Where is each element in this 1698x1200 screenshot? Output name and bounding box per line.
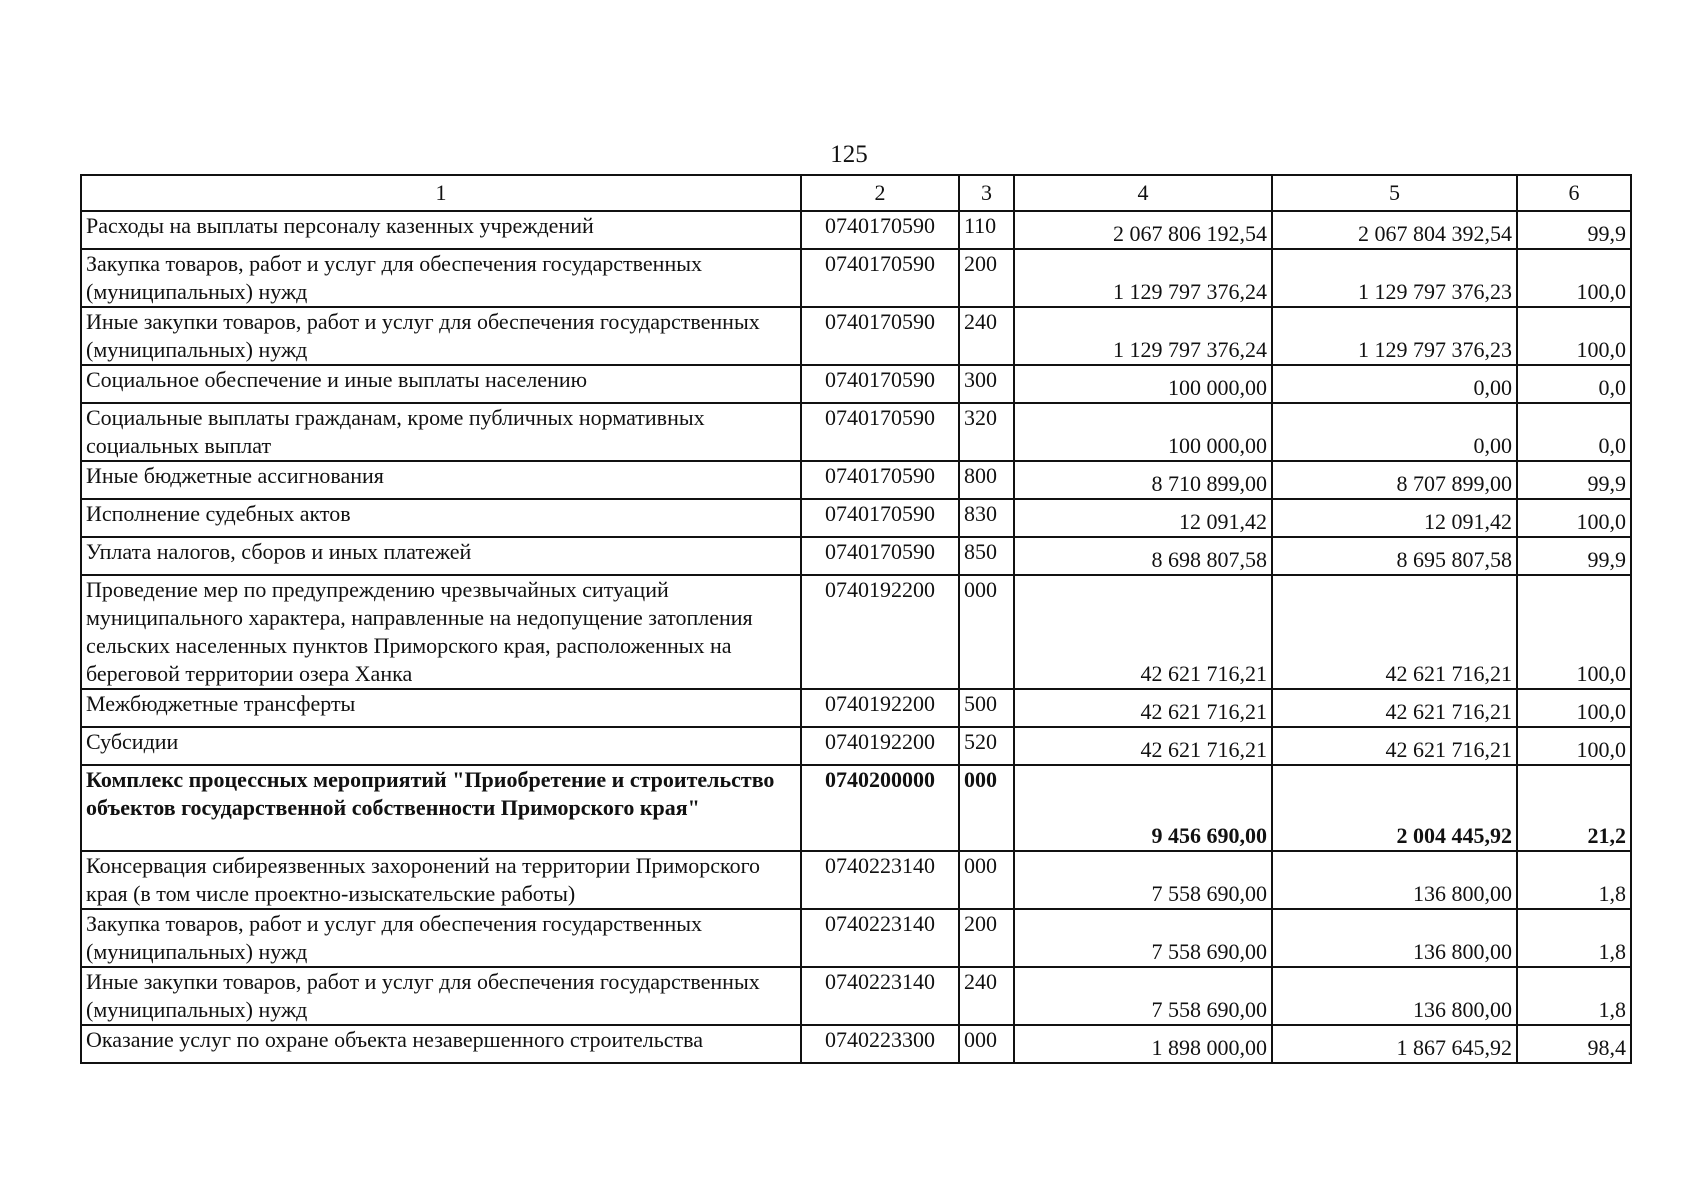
row-percent-cell: 100,0 [1517,727,1631,765]
header-cell: 3 [959,175,1014,211]
table-row [81,727,1631,765]
header-cell: 6 [1517,175,1631,211]
row-code-cell: 0740192200 [801,575,959,689]
row-plan-cell: 1 129 797 376,24 [1014,249,1272,307]
row-name-cell: Комплекс процессных мероприятий "Приобретение и строительство объектов государственной собственности Приморского края" [81,765,801,851]
row-percent-cell: 100,0 [1517,689,1631,727]
row-actual-cell: 1 867 645,92 [1272,1025,1517,1063]
row-plan-cell: 7 558 690,00 [1014,851,1272,909]
table-row [81,851,1631,909]
table-row [81,765,1631,851]
row-code-cell: 0740170590 [801,499,959,537]
row-code-cell: 0740170590 [801,461,959,499]
row-name-cell: Иные бюджетные ассигнования [81,461,801,499]
row-name-cell: Социальные выплаты гражданам, кроме публичных нормативных социальных выплат [81,403,801,461]
row-actual-cell: 8 695 807,58 [1272,537,1517,575]
row-code-cell: 0740223140 [801,909,959,967]
row-plan-cell: 2 067 806 192,54 [1014,211,1272,249]
row-percent-cell: 100,0 [1517,307,1631,365]
row-plan-cell: 8 698 807,58 [1014,537,1272,575]
row-code-cell: 0740170590 [801,211,959,249]
row-name-cell: Иные закупки товаров, работ и услуг для обеспечения государственных (муниципальных) нужд [81,307,801,365]
row-actual-cell: 2 067 804 392,54 [1272,211,1517,249]
row-type-cell: 110 [959,211,1014,249]
row-plan-cell: 7 558 690,00 [1014,967,1272,1025]
row-type-cell: 300 [959,365,1014,403]
row-name-cell: Исполнение судебных актов [81,499,801,537]
row-code-cell: 0740170590 [801,249,959,307]
row-percent-cell: 99,9 [1517,537,1631,575]
table-row [81,365,1631,403]
row-name-cell: Иные закупки товаров, работ и услуг для обеспечения государственных (муниципальных) нужд [81,967,801,1025]
row-percent-cell: 21,2 [1517,765,1631,851]
row-name-cell: Расходы на выплаты персоналу казенных учреждений [81,211,801,249]
row-plan-cell: 100 000,00 [1014,403,1272,461]
row-plan-cell: 1 129 797 376,24 [1014,307,1272,365]
row-type-cell: 200 [959,909,1014,967]
row-name-cell: Оказание услуг по охране объекта незавершенного строительства [81,1025,801,1063]
row-percent-cell: 1,8 [1517,851,1631,909]
header-cell: 5 [1272,175,1517,211]
table-row [81,909,1631,967]
row-name-cell: Субсидии [81,727,801,765]
row-actual-cell: 1 129 797 376,23 [1272,307,1517,365]
header-cell: 4 [1014,175,1272,211]
row-code-cell: 0740223300 [801,1025,959,1063]
header-cell: 1 [81,175,801,211]
row-percent-cell: 98,4 [1517,1025,1631,1063]
row-type-cell: 200 [959,249,1014,307]
row-code-cell: 0740170590 [801,403,959,461]
row-type-cell: 850 [959,537,1014,575]
table-row [81,211,1631,249]
header-cell: 2 [801,175,959,211]
row-name-cell: Межбюджетные трансферты [81,689,801,727]
row-name-cell: Проведение мер по предупреждению чрезвычайных ситуаций муниципального характера, направленные на недопущение затопления сельских населенных пунктов Приморского края, расположенных на береговой территории озера Ханка [81,575,801,689]
row-plan-cell: 12 091,42 [1014,499,1272,537]
row-type-cell: 520 [959,727,1014,765]
row-plan-cell: 8 710 899,00 [1014,461,1272,499]
row-plan-cell: 100 000,00 [1014,365,1272,403]
row-plan-cell: 42 621 716,21 [1014,727,1272,765]
row-type-cell: 240 [959,967,1014,1025]
row-code-cell: 0740192200 [801,689,959,727]
row-type-cell: 000 [959,765,1014,851]
row-code-cell: 0740192200 [801,727,959,765]
table-row [81,537,1631,575]
table-row [81,307,1631,365]
table-row [81,499,1631,537]
row-actual-cell: 2 004 445,92 [1272,765,1517,851]
row-percent-cell: 100,0 [1517,575,1631,689]
row-code-cell: 0740170590 [801,365,959,403]
row-code-cell: 0740223140 [801,967,959,1025]
row-percent-cell: 100,0 [1517,249,1631,307]
row-code-cell: 0740223140 [801,851,959,909]
row-type-cell: 000 [959,1025,1014,1063]
row-type-cell: 000 [959,575,1014,689]
table-row [81,461,1631,499]
page-number: 125 [830,141,868,168]
row-name-cell: Закупка товаров, работ и услуг для обеспечения государственных (муниципальных) нужд [81,249,801,307]
row-type-cell: 320 [959,403,1014,461]
row-actual-cell: 136 800,00 [1272,909,1517,967]
row-name-cell: Консервация сибиреязвенных захоронений на территории Приморского края (в том числе проектно-изыскательские работы) [81,851,801,909]
table-header-row [81,175,1631,211]
row-plan-cell: 42 621 716,21 [1014,575,1272,689]
row-actual-cell: 42 621 716,21 [1272,727,1517,765]
table-row [81,1025,1631,1063]
table-row [81,575,1631,689]
budget-table [80,174,1632,1064]
row-name-cell: Социальное обеспечение и иные выплаты населению [81,365,801,403]
row-name-cell: Закупка товаров, работ и услуг для обеспечения государственных (муниципальных) нужд [81,909,801,967]
table-row [81,403,1631,461]
row-code-cell: 0740200000 [801,765,959,851]
row-percent-cell: 99,9 [1517,211,1631,249]
row-actual-cell: 0,00 [1272,365,1517,403]
row-code-cell: 0740170590 [801,307,959,365]
row-name-cell: Уплата налогов, сборов и иных платежей [81,537,801,575]
row-actual-cell: 12 091,42 [1272,499,1517,537]
table-row [81,967,1631,1025]
row-type-cell: 830 [959,499,1014,537]
row-plan-cell: 7 558 690,00 [1014,909,1272,967]
row-type-cell: 800 [959,461,1014,499]
row-actual-cell: 0,00 [1272,403,1517,461]
row-plan-cell: 42 621 716,21 [1014,689,1272,727]
row-actual-cell: 8 707 899,00 [1272,461,1517,499]
row-actual-cell: 136 800,00 [1272,851,1517,909]
row-type-cell: 000 [959,851,1014,909]
row-actual-cell: 1 129 797 376,23 [1272,249,1517,307]
row-actual-cell: 136 800,00 [1272,967,1517,1025]
row-plan-cell: 9 456 690,00 [1014,765,1272,851]
row-percent-cell: 1,8 [1517,909,1631,967]
row-type-cell: 240 [959,307,1014,365]
row-percent-cell: 1,8 [1517,967,1631,1025]
row-type-cell: 500 [959,689,1014,727]
row-actual-cell: 42 621 716,21 [1272,689,1517,727]
row-percent-cell: 100,0 [1517,499,1631,537]
row-percent-cell: 0,0 [1517,403,1631,461]
row-percent-cell: 0,0 [1517,365,1631,403]
row-code-cell: 0740170590 [801,537,959,575]
row-actual-cell: 42 621 716,21 [1272,575,1517,689]
table-row [81,249,1631,307]
table-row [81,689,1631,727]
row-plan-cell: 1 898 000,00 [1014,1025,1272,1063]
row-percent-cell: 99,9 [1517,461,1631,499]
